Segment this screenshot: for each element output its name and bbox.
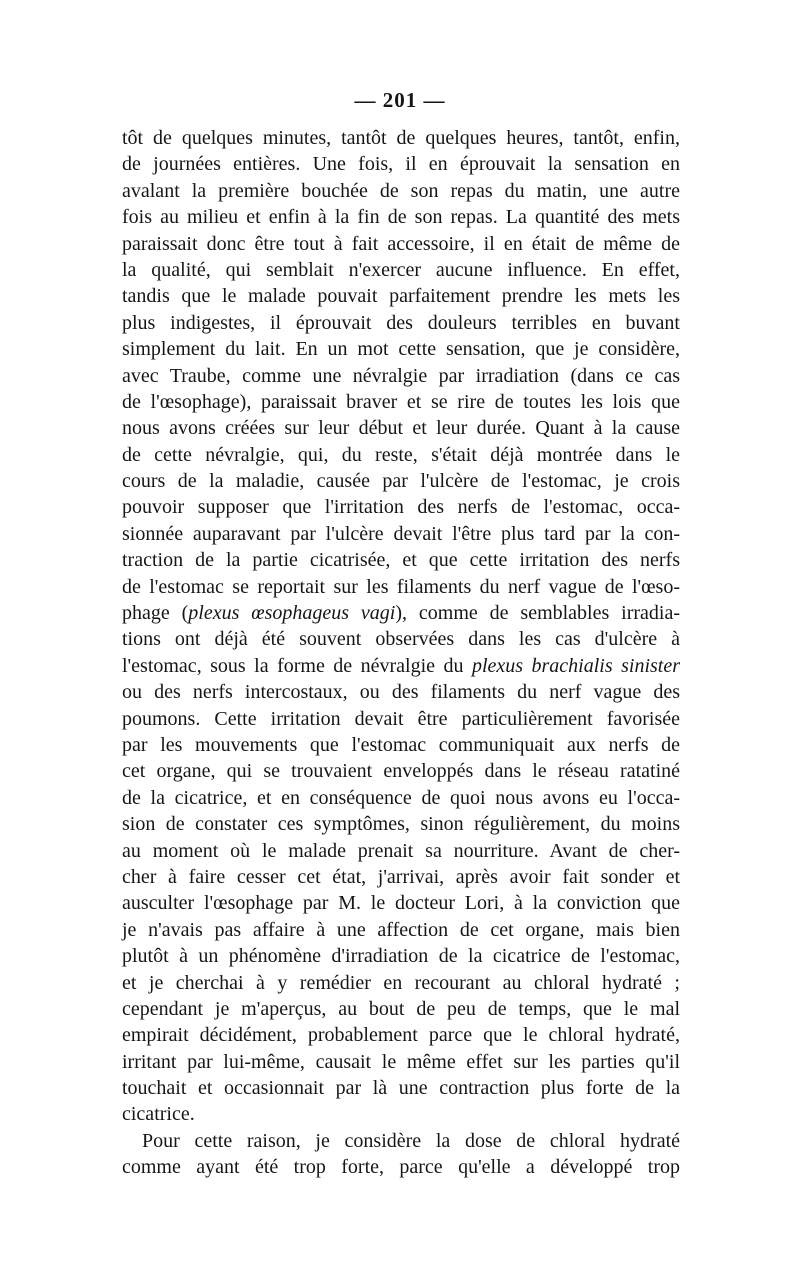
text-line: plus indigestes, il éprouvait des douleurs terribles en buvant bbox=[122, 311, 680, 334]
text-line: cours de la maladie, causée par l'ulcère de l'estomac, je crois bbox=[122, 470, 680, 493]
text-line: ausculter l'œsophage par M. le docteur Lori, à la conviction que bbox=[122, 892, 680, 915]
text-line: simplement du lait. En un mot cette sensation, que je considère, bbox=[122, 338, 680, 361]
text-line: cet organe, qui se trouvaient enveloppés dans le réseau ratatiné bbox=[122, 760, 680, 783]
page-number: — 201 — bbox=[354, 88, 446, 112]
text-line: cependant je m'aperçus, au bout de peu de temps, que le mal bbox=[122, 997, 680, 1020]
body-text bbox=[122, 125, 680, 1181]
text-line: de journées entières. Une fois, il en éprouvait la sensation en bbox=[122, 153, 680, 176]
text-line: cher à faire cesser cet état, j'arrivai, après avoir fait sonder et bbox=[122, 865, 680, 888]
text-line: comme ayant été trop forte, parce qu'elle a développé trop bbox=[122, 1156, 680, 1179]
text-line: par les mouvements que l'estomac communiquait aux nerfs de bbox=[122, 733, 680, 756]
text-line: fois au milieu et enfin à la fin de son repas. La quantité des mets bbox=[122, 206, 680, 229]
text-line: sionnée auparavant par l'ulcère devait l'être plus tard par la con- bbox=[122, 522, 680, 545]
text-line: tôt de quelques minutes, tantôt de quelques heures, tantôt, enfin, bbox=[122, 127, 680, 149]
text-line: ou des nerfs intercostaux, ou des filaments du nerf vague des bbox=[122, 681, 680, 704]
text-line: sion de constater ces symptômes, sinon régulièrement, du moins bbox=[122, 813, 680, 836]
text-line: de cette névralgie, qui, du reste, s'était déjà montrée dans le bbox=[122, 443, 680, 466]
text-segment: phage ( bbox=[122, 602, 189, 625]
text-line: plutôt à un phénomène d'irradiation de la cicatrice de l'estomac, bbox=[122, 945, 680, 968]
text-line: paraissait donc être tout à fait accessoire, il en était de même de bbox=[122, 232, 680, 255]
text-line: avalant la première bouchée de son repas du matin, une autre bbox=[122, 179, 680, 202]
text-line: et je cherchai à y remédier en recourant au chloral hydraté ; bbox=[122, 971, 680, 994]
text-line bbox=[122, 653, 680, 679]
text-line bbox=[122, 600, 680, 626]
text-line: de l'estomac se reportait sur les filaments du nerf vague de l'œso- bbox=[122, 575, 680, 598]
text-line: la qualité, qui semblait n'exercer aucune influence. En effet, bbox=[122, 258, 680, 281]
text-segment: l'estomac, sous la forme de névralgie du bbox=[122, 654, 472, 677]
text-line: au moment où le malade prenait sa nourriture. Avant de cher- bbox=[122, 839, 680, 862]
text-line: empirait décidément, probablement parce que le chloral hydraté, bbox=[122, 1024, 680, 1047]
latin-term: plexus brachialis sinister bbox=[471, 654, 680, 677]
text-line: Pour cette raison, je considère la dose de chloral hydraté bbox=[142, 1129, 680, 1152]
text-line: avec Traube, comme une névralgie par irradiation (dans ce cas bbox=[122, 364, 680, 387]
latin-term: plexus œsophageus vagi bbox=[188, 602, 396, 625]
text-line: tandis que le malade pouvait parfaitement prendre les mets les bbox=[122, 285, 680, 308]
text-line: traction de la partie cicatrisée, et que cette irritation des nerfs bbox=[122, 549, 680, 572]
text-line: de l'œsophage), paraissait braver et se rire de toutes les lois que bbox=[122, 390, 680, 413]
text-line: de la cicatrice, et en conséquence de quoi nous avons eu l'occa- bbox=[122, 786, 680, 809]
text-line: je n'avais pas affaire à une affection de cet organe, mais bien bbox=[122, 918, 680, 941]
text-line: irritant par lui-même, causait le même effet sur les parties qu'il bbox=[122, 1050, 680, 1073]
text-line: touchait et occasionnait par là une contraction plus forte de la bbox=[122, 1077, 680, 1100]
text-line: tions ont déjà été souvent observées dans les cas d'ulcère à bbox=[122, 628, 680, 651]
text-line: nous avons créées sur leur début et leur durée. Quant à la cause bbox=[122, 417, 680, 440]
text-segment: ), comme de semblables irradia- bbox=[395, 602, 681, 625]
text-line: cicatrice. bbox=[122, 1103, 195, 1126]
text-line: pouvoir supposer que l'irritation des nerfs de l'estomac, occa- bbox=[122, 496, 680, 519]
text-line: poumons. Cette irritation devait être particulièrement favorisée bbox=[122, 707, 680, 730]
